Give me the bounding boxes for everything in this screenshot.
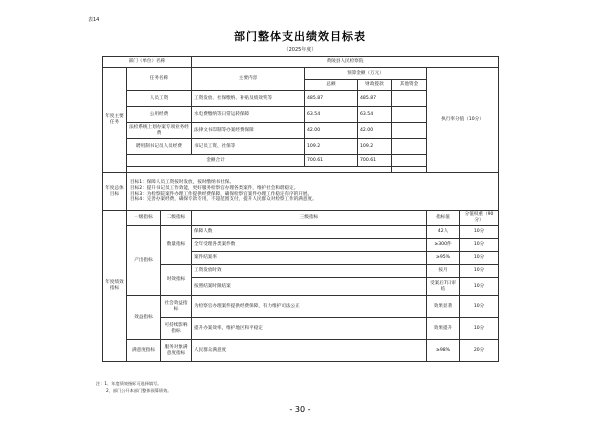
page-year: （2025年度） [283,47,317,53]
annual-tasks-label: 年度主要任务 [103,68,127,173]
indicator-name: 按照结案时限结案 [192,278,427,296]
task-name: 聘用制书记员人员经费 [127,139,192,155]
indicator-score: 10分 [460,226,499,239]
satisfaction-label: 满意度指标 [127,340,161,362]
goal-line: 目标4：完善办案经费，确保专款专用，不超范围支付，提升人民群众对检察工作的满意度。 [130,197,317,203]
timeliness-label: 时效指标 [161,265,192,296]
indicator-name: 人民群众满意度 [192,340,427,362]
task-fiscal: 485.87 [358,91,392,107]
table-row [103,340,499,362]
col-score: 分值权重（90分） [460,211,499,226]
indicator-name: 案件结案率 [192,252,427,265]
task-name: 法检系统上划办案专项业务经费 [127,123,192,139]
footnote-2: 2、部门公开本部门整体预算绩效。 [106,388,172,393]
task-name: 人员工资 [127,91,192,107]
indicator-score: 10分 [460,296,499,318]
table-row [103,318,499,340]
task-total: 485.87 [305,91,358,107]
col-fiscal: 财政拨款 [358,80,392,91]
task-fiscal: 109.2 [358,139,392,155]
indicator-value: 按月 [427,265,460,278]
footnote-1: 注：1、年度绩效指标可选择填写。 [96,381,162,386]
quantity-label: 数量指标 [161,226,192,265]
col-level1: 一级指标 [127,211,161,226]
col-main-content: 主要内容 [192,68,305,91]
indicator-value: ≥95% [427,252,460,265]
table-row [103,296,499,318]
col-task-name: 任务名称 [127,68,192,91]
table-code: 表14 [88,17,100,23]
task-content: 水电费缴纳等日常运转保障 [192,107,305,123]
col-total: 总额 [305,80,358,91]
overall-goal-label: 年度总体目标 [103,173,127,211]
indicator-name: 保障人数 [192,226,427,239]
col-level2: 二级指标 [161,211,192,226]
goal-line: 目标2：提升书记员工作效能，更好服务检察官办理各类案件，维护社会和谐稳定。 [130,185,299,191]
task-name: 公用经费 [127,107,192,123]
indicator-score: 10分 [460,239,499,252]
table-row [103,265,499,278]
indicator-value: 效果显著 [427,296,460,318]
task-fiscal: 42.00 [358,123,392,139]
table-row [103,226,499,239]
annual-perf-label: 年度绩效指标 [103,211,127,362]
overall-goal-text [127,173,499,211]
indicator-score: 10分 [460,318,499,340]
col-budget-amount: 预算金额（万元） [305,68,427,80]
sum-fiscal: 700.61 [358,155,392,167]
goal-line: 目标3：为检察院案件办理工作提供经费保障，确保检察官案件办理工作稳定有序的开展。 [130,191,313,197]
indicator-value: ≥300件 [427,239,460,252]
indicator-name: 提升办案效率，维护地区和平稳定 [192,318,427,340]
task-total: 63.54 [305,107,358,123]
task-content: 工资发放、社保缴纳、补贴及绩效奖等 [192,91,305,107]
indicator-value: 42人 [427,226,460,239]
indicator-score: 10分 [460,265,499,278]
indicator-name: 为检察官办理案件提供经费保障，有力维护司法公正 [192,296,427,318]
indicator-score: 10分 [460,252,499,265]
page-title: 部门整体支出绩效目标表 [234,30,366,43]
output-label: 产出指标 [127,226,161,296]
col-level3: 三级指标 [192,211,427,226]
sum-total: 700.61 [305,155,358,167]
social-benefit-label: 社会效益指标 [161,296,192,318]
indicator-value: 受案后7日审结 [427,278,460,296]
performance-table [102,56,499,362]
task-content: 法律文书印制等办案经费保障 [192,123,305,139]
sum-label: 金额合计 [127,155,305,167]
dept-label: 部门（单位）名称 [103,57,192,68]
task-total: 109.2 [305,139,358,155]
indicator-score: 10分 [460,278,499,296]
page-number: - 30 - [289,405,311,414]
col-value: 指标值 [427,211,460,226]
goal-line: 目标1：保障人员工资按时发放，按时缴纳书社保。 [130,180,234,186]
dept-value: 黄陵县人民检察院 [192,57,499,68]
indicator-score: 20分 [460,340,499,362]
col-other: 其他资金 [392,80,427,91]
task-fiscal: 63.54 [358,107,392,123]
task-content: 书记员工资、社保等 [192,139,305,155]
benefit-label: 效益指标 [127,296,161,340]
sustain-label: 可持续影响指标 [161,318,192,340]
task-total: 42.00 [305,123,358,139]
indicator-name: 全年受理各类案件数 [192,239,427,252]
indicator-value: ≥98% [427,340,460,362]
indicator-name: 工资发放时效 [192,265,427,278]
indicator-value: 效果提升 [427,318,460,340]
service-satisfaction-label: 服务对象满意度指标 [161,340,192,362]
execution-rate-score: 执行率分值（10分） [427,68,499,173]
